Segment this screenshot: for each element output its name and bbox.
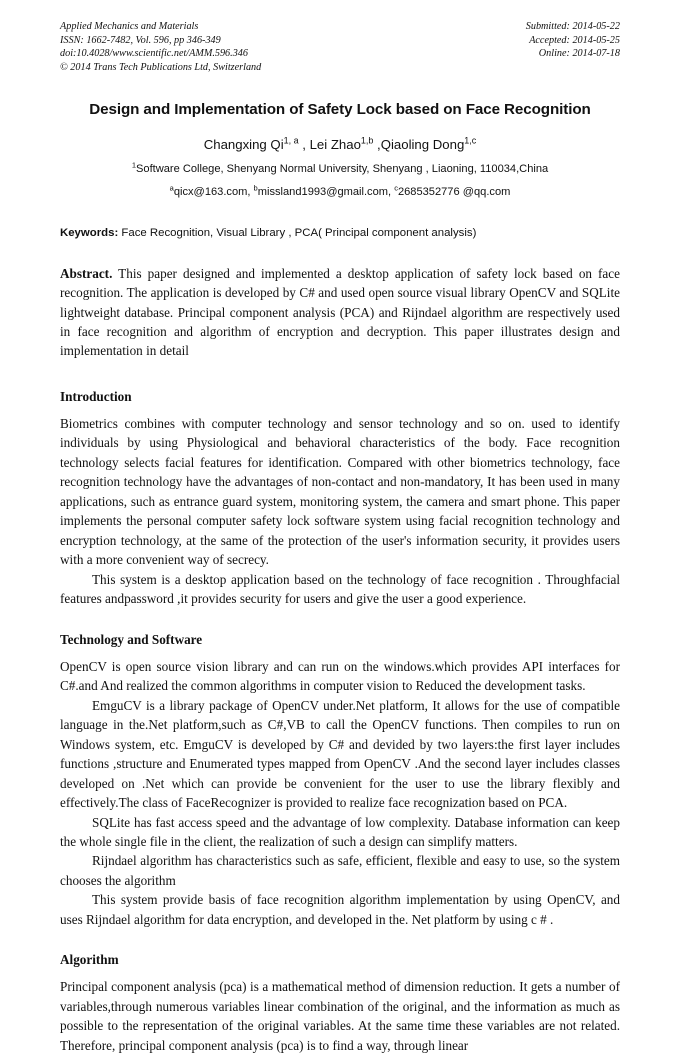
author-name-2: Lei Zhao xyxy=(309,137,361,152)
author-sup-1: 1, a xyxy=(283,135,299,146)
affiliation-marker: 1 xyxy=(131,160,137,170)
paragraph: SQLite has fast access speed and the advantage of low complexity. Database information can keep the whole single file in the client, the realization of such a design can simplify matters. xyxy=(60,814,620,849)
section-heading-technology-and-software: Technology and Software xyxy=(60,631,203,647)
author-name-3: Qiaoling Dong xyxy=(380,137,465,152)
journal-copyright: © 2014 Trans Tech Publications Ltd, Switzerland xyxy=(60,61,262,73)
email-marker-c: c xyxy=(394,183,398,193)
email-marker-a: a xyxy=(169,183,174,193)
paragraph: Rijndael algorithm has characteristics such as safe, efficient, flexible and easy to use, so the system chooses the algorithm xyxy=(60,853,620,888)
journal-issn: ISSN: 1662-7482, Vol. 596, pp 346-349 xyxy=(60,34,221,46)
paragraph: EmguCV is a library package of OpenCV under.Net platform, It allows for the use of compatible language in the.Net platform,such as C#,VB to call the OpenCV functions. Then compiles to run on Windows system, etc. EmguCV is developed by C# and devided by two layers:the first layer includes functions ,structure and Enumerated types mapped from OpenCV .And the second layer includes classes developed on .Net which can provide be convenient for the user to use the library flexibly and effectively.The class of FaceRecognizer is provided to realize face recognization based on PCA. xyxy=(60,697,620,811)
author-sup-3: 1,c xyxy=(464,135,477,146)
section-heading-algorithm: Algorithm xyxy=(60,952,119,968)
submitted-date: Submitted: 2014-05-22 xyxy=(525,21,620,32)
page-title: Design and Implementation of Safety Lock based on Face Recognition xyxy=(89,101,591,119)
paragraph: OpenCV is open source vision library and can run on the windows.which provides API interfaces for C#.and And realized the common algorithms in computer vision to Reduced the development tasks. xyxy=(60,658,620,694)
accepted-date: Accepted: 2014-05-25 xyxy=(529,34,620,46)
affiliation xyxy=(60,162,620,177)
affiliation-text: Software College, Shenyang Normal University, Shenyang , Liaoning, 110034,China xyxy=(136,162,549,175)
email-b: missland1993@gmail.com, xyxy=(257,185,395,198)
journal-name: Applied Mechanics and Materials xyxy=(60,21,199,32)
author-emails xyxy=(60,185,620,200)
section-algorithm xyxy=(60,951,620,1055)
paragraph: This system is a desktop application based on the technology of face recognition . Throughfacial features andpassword ,it provides security for users and give the user a good experience. xyxy=(60,571,620,607)
journal-header-left xyxy=(60,20,261,74)
abstract-block xyxy=(60,264,620,361)
journal-header-right xyxy=(526,20,620,61)
paragraph: Principal component analysis (pca) is a mathematical method of dimension reduction. It gets a number of variables,through numerous variables linear combination of the original, and the information as much as possible to the representation of the original variables. At the same time these variables are not related. Therefore, principal component analysis (pca) is to find a way, through linear xyxy=(60,979,620,1053)
email-marker-b: b xyxy=(253,183,258,193)
abstract-label: Abstract. xyxy=(60,265,113,281)
journal-header xyxy=(60,20,620,74)
author-sup-2: 1,b xyxy=(360,135,374,146)
email-a: qicx@163.com, xyxy=(173,185,254,198)
section-introduction xyxy=(60,388,620,609)
journal-doi: doi:10.4028/www.scientific.net/AMM.596.346 xyxy=(60,48,248,60)
keywords-text: Face Recognition, Visual Library , PCA( Principal component analysis) xyxy=(118,226,477,239)
abstract-text: This paper designed and implemented a desktop application of safety lock based on face recognition. The application is developed by C# and used open source visual library OpenCV and SQLite lightweight database. Principal component analysis (PCA) and Rijndael algorithm are respectively used in face recognition and algorithm of encryption and decryption. This paper illustrates design and implementation in detail xyxy=(60,265,620,359)
paragraph: Biometrics combines with computer technology and sensor technology and so on. used to identify individuals by using Physiological and behavioral characteristics of the body. Face recognition technology selects facial features for identification. Compared with other biometrics technology, face recognition technology have the advantages of non-contact and non-mandatory, It has been used in many applications, such as entrance guard system, monitoring system, the camera and smart phone. This paper implements the personal computer safety lock software system using facial recognition technology and encryption technology, at the same of the protection of the user's information security, it provides users with a more convenient way of secrecy. xyxy=(60,415,620,568)
author-list xyxy=(60,136,620,154)
section-heading-introduction: Introduction xyxy=(60,388,132,404)
author-separator-1: , xyxy=(298,137,310,152)
author-separator-2: , xyxy=(373,137,381,152)
author-name-1: Changxing Qi xyxy=(203,137,284,152)
keywords-label: Keywords: xyxy=(60,226,119,239)
keywords-line xyxy=(60,226,620,242)
section-technology-and-software xyxy=(60,631,620,930)
paragraph: This system provide basis of face recognition algorithm implementation by using OpenCV, and uses Rijndael algorithm for data encryption, and developed in the. Net platform by using c # . xyxy=(60,892,620,927)
online-date: Online: 2014-07-18 xyxy=(538,48,620,60)
email-c: 2685352776 @qq.com xyxy=(397,185,511,198)
